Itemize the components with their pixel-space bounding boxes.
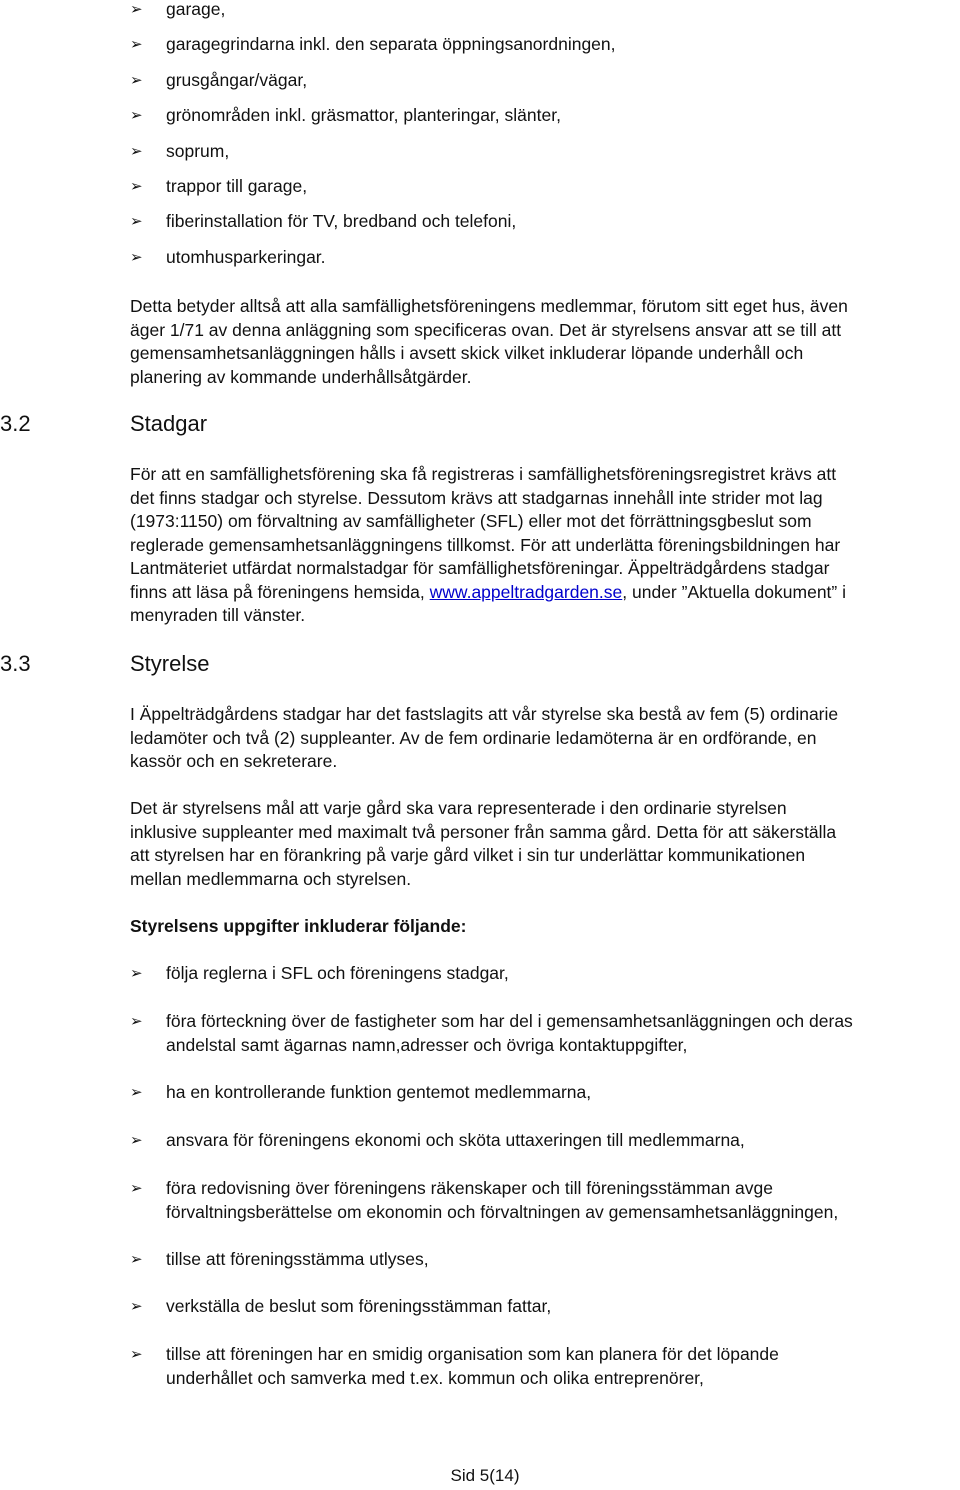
list-item [130,33,616,68]
list-item [130,210,616,245]
arrowhead-bullet-icon: ➢ [130,1012,143,1030]
paragraph-line: reglerade gemensamhetsanläggningens tillkomst. För att underlätta föreningsbildningen har [130,534,841,555]
paragraph-line: I Äppelträdgårdens stadgar har det fastslagits att vår styrelse ska bestå av fem (5) ordinarie [130,704,839,724]
arrowhead-bullet-icon: ➢ [130,1179,143,1197]
duty-item [130,1248,429,1272]
list-item-text: garage, [166,0,226,19]
paragraph-line: ledamöter och två (2) suppleanter. Av de fem ordinarie ledamöterna är en ordförande, en [130,727,817,748]
arrowhead-bullet-icon: ➢ [130,964,143,982]
section-title: Styrelse [130,651,210,676]
stadgar-paragraph [130,463,960,628]
list-item-text: trappor till garage, [166,175,308,196]
paragraph-line: inklusive suppleanter med maximalt två personer från samma gård. Detta för att säkerställa [130,821,837,842]
paragraph-line: (1973:1150) om förvaltning av samfälligheter (SFL) eller mot det förrättningsgbeslut som [130,511,812,531]
paragraph-line: det finns stadgar och styrelse. Dessutom krävs att stadgarnas innehåll inte strider mot lag [130,487,823,508]
arrowhead-bullet-icon: ➢ [130,176,143,195]
list-item [130,1248,429,1272]
list-item-text: följa reglerna i SFL och föreningens stadgar, [166,963,509,983]
list-item [130,104,616,139]
paragraph-line: kassör och en sekreterare. [130,751,338,771]
paragraph-line [130,581,960,605]
styrelse-paragraph-1 [130,703,960,774]
facility-list [130,0,616,281]
list-item-text: föra redovisning över föreningens räkenskaper och till föreningsstämman avge [166,1178,773,1198]
styrelse-paragraph-2 [130,797,960,891]
list-item [130,69,616,104]
list-item-text: underhållet och samverka med t.ex. kommun och olika entreprenörer, [166,1367,704,1388]
list-item [130,1081,591,1105]
section-number: 3.2 [0,411,31,436]
paragraph-line: För att en samfällighetsförening ska få registreras i samfällighetsföreningsregistret krävs att [130,464,837,484]
arrowhead-bullet-icon: ➢ [130,35,143,54]
arrowhead-bullet-icon: ➢ [130,0,143,18]
paragraph-line: att styrelsen har en förankring på varje gård vilket i sin tur underlättar kommunikationen [130,845,806,865]
list-item-text: förvaltningsberättelse om ekonomin och förvaltningen av gemensamhetsanläggningen, [166,1201,839,1222]
list-item-text: ha en kontrollerande funktion gentemot medlemmarna, [166,1082,592,1102]
list-item [130,1343,779,1390]
paragraph-line: Detta betyder alltså att alla samfällighetsföreningens medlemmar, förutom sitt eget hus, även [130,296,848,316]
page-number: Sid 5(14) [450,1466,520,1485]
arrowhead-bullet-icon: ➢ [130,1345,143,1363]
list-item-text: föra förteckning över de fastigheter som har del i gemensamhetsanläggningen och deras [166,1011,853,1031]
list-item-text: tillse att föreningen har en smidig organisation som kan planera för det löpande [166,1344,779,1364]
list-item [130,1010,853,1057]
list-item-text: garagegrindarna inkl. den separata öppningsanordningen, [166,34,616,55]
paragraph-line: äger 1/71 av denna anläggning som specificeras ovan. Det är styrelsens ansvar att se till att [130,319,842,340]
list-item [130,1177,838,1224]
duty-item [130,1010,853,1057]
duty-item [130,962,509,986]
list-item [130,1295,551,1319]
list-item [130,175,616,210]
arrowhead-bullet-icon: ➢ [130,1083,143,1101]
section-heading-stadgar [0,410,207,438]
arrowhead-bullet-icon: ➢ [130,212,143,231]
list-item-text: grusgångar/vägar, [166,69,308,90]
line-text: , under ”Aktuella dokument” i [622,581,846,602]
arrowhead-bullet-icon: ➢ [130,1250,143,1268]
paragraph-line: menyraden till vänster. [130,605,306,625]
list-item-text: fiberinstallation för TV, bredband och telefoni, [166,211,517,232]
paragraph-line: planering av kommande underhållsåtgärder. [130,366,472,387]
line-text: finns att läsa på föreningens hemsida, [130,581,430,602]
paragraph-line: gemensamhetsanläggningen hålls i avsett skick vilket inkluderar löpande underhåll och [130,343,804,363]
list-item-text: grönområden inkl. gräsmattor, planteringar, slänter, [166,105,561,126]
list-item [130,246,616,281]
arrowhead-bullet-icon: ➢ [130,141,143,160]
section-title: Stadgar [130,411,208,436]
list-item [130,0,616,33]
section-number: 3.3 [0,651,31,676]
list-item [130,1129,745,1153]
list-item-text: ansvara för föreningens ekonomi och sköta uttaxeringen till medlemmarna, [166,1130,745,1150]
list-item-text: utomhusparkeringar. [166,246,326,267]
duty-item [130,1343,779,1390]
duty-item [130,1129,745,1153]
duty-item [130,1081,591,1105]
list-item-text: tillse att föreningsstämma utlyses, [166,1249,429,1269]
arrowhead-bullet-icon: ➢ [130,106,143,125]
list-item-text: soprum, [166,140,230,161]
arrowhead-bullet-icon: ➢ [130,70,143,89]
duties-title: Styrelsens uppgifter inkluderar följande: [130,916,467,936]
list-item-text: verkställa de beslut som föreningsstämman fattar, [166,1296,552,1316]
paragraph-line: Lantmäteriet utfärdat normalstadgar för samfällighetsföreningar. Äppelträdgårdens stadgar [130,558,830,578]
intro-paragraph [130,295,960,389]
paragraph-line: Det är styrelsens mål att varje gård ska vara representerade i den ordinarie styrelsen [130,798,787,818]
list-item [130,962,509,986]
list-item-text: andelstal samt ägarnas namn,adresser och övriga kontaktuppgifter, [166,1034,688,1055]
website-link[interactable]: www.appeltradgarden.se [429,581,623,602]
duty-item [130,1295,551,1319]
list-item [130,140,616,175]
arrowhead-bullet-icon: ➢ [130,1297,143,1315]
section-heading-styrelse [0,650,209,678]
paragraph-line: mellan medlemmarna och styrelsen. [130,868,412,889]
duty-item [130,1177,838,1224]
arrowhead-bullet-icon: ➢ [130,247,143,266]
arrowhead-bullet-icon: ➢ [130,1131,143,1149]
